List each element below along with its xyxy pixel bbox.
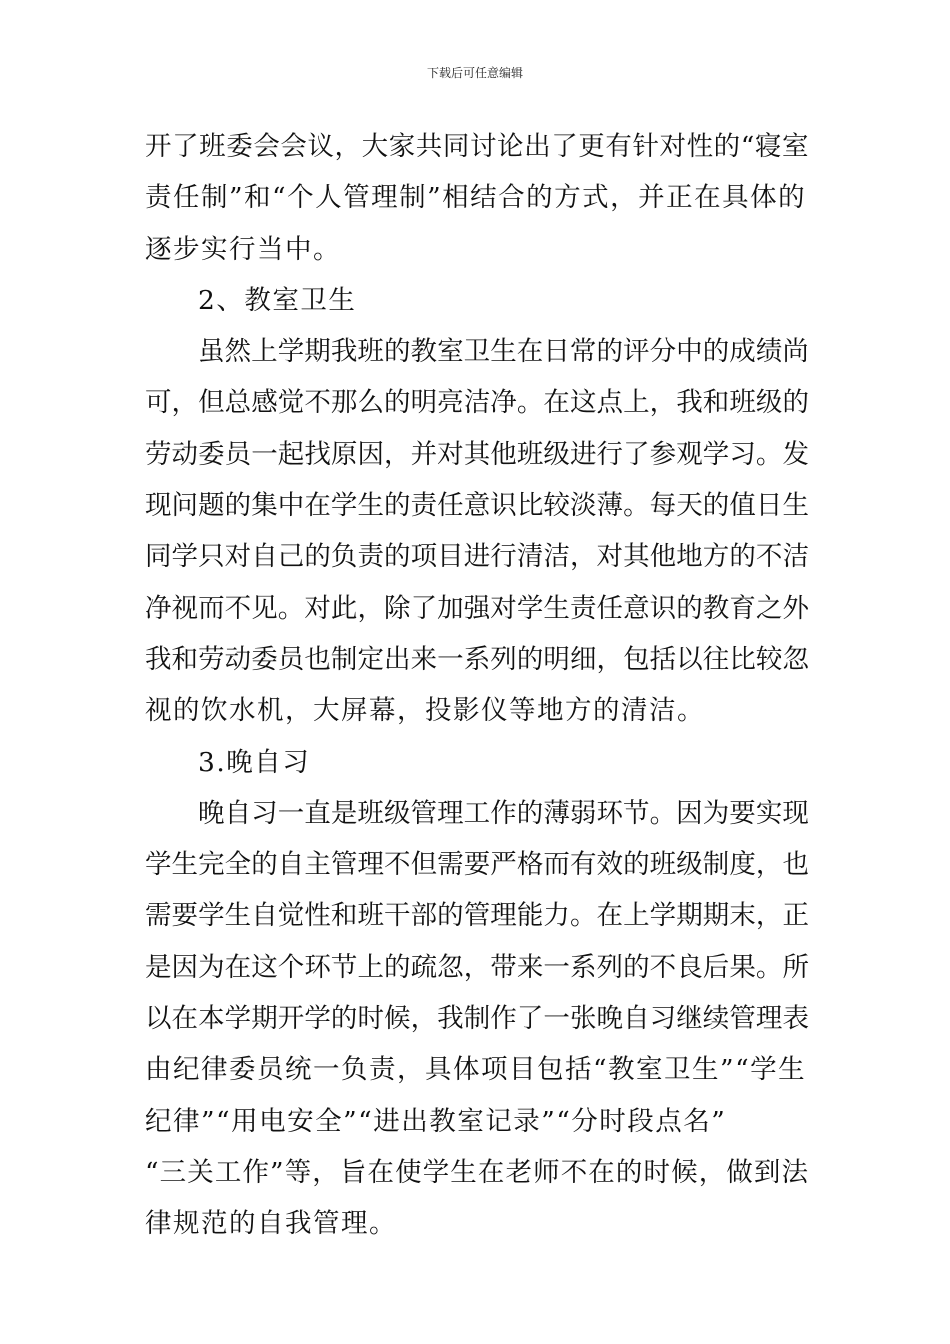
body-line: 我和劳动委员也制定出来一系列的明细，包括以往比较忽 [145,643,809,675]
body-line: 由纪律委员统一负责，具体项目包括“教室卫生”“学生 [145,1054,807,1086]
paragraph-start: 虽然上学期我班的教室卫生在日常的评分中的成绩尚 [198,336,809,368]
body-line: 是因为在这个环节上的疏忽，带来一系列的不良后果。所 [145,951,809,983]
body-line: 劳动委员一起找原因，并对其他班级进行了参观学习。发 [145,438,809,470]
section-heading-classroom-hygiene: 2、教室卫生 [198,284,357,316]
body-line: 需要学生自觉性和班干部的管理能力。在上学期期末，正 [145,900,809,932]
body-line: 纪律”“用电安全”“进出教室记录”“分时段点名” [145,1105,727,1137]
body-line: 现问题的集中在学生的责任意识比较淡薄。每天的值日生 [145,490,809,522]
body-line: 律规范的自我管理。 [145,1208,397,1240]
body-line: 以在本学期开学的时候，我制作了一张晚自习继续管理表 [145,1003,809,1035]
body-line: 开了班委会会议，大家共同讨论出了更有针对性的“寝室 [145,131,810,162]
body-line: 逐步实行当中。 [145,233,341,265]
section-heading-evening-study: 3.晚自习 [198,746,311,778]
body-line: “三关工作”等，旨在使学生在老师不在的时候，做到法 [145,1156,810,1188]
document-body [145,132,809,1261]
body-line: 可，但总感觉不那么的明亮洁净。在这点上，我和班级的 [145,387,809,419]
page-header-note: 下载后可任意编辑 [426,66,523,80]
body-line: 净视而不见。对此，除了加强对学生责任意识的教育之外 [145,592,809,624]
body-line: 视的饮水机，大屏幕，投影仪等地方的清洁。 [145,695,705,727]
body-line: 责任制”和“个人管理制”相结合的方式，并正在具体的 [145,182,807,214]
body-line: 学生完全的自主管理不但需要严格而有效的班级制度，也 [145,849,809,881]
body-line: 同学只对自己的负责的项目进行清洁，对其他地方的不洁 [145,541,809,573]
paragraph-start: 晚自习一直是班级管理工作的薄弱环节。因为要实现 [198,797,809,829]
